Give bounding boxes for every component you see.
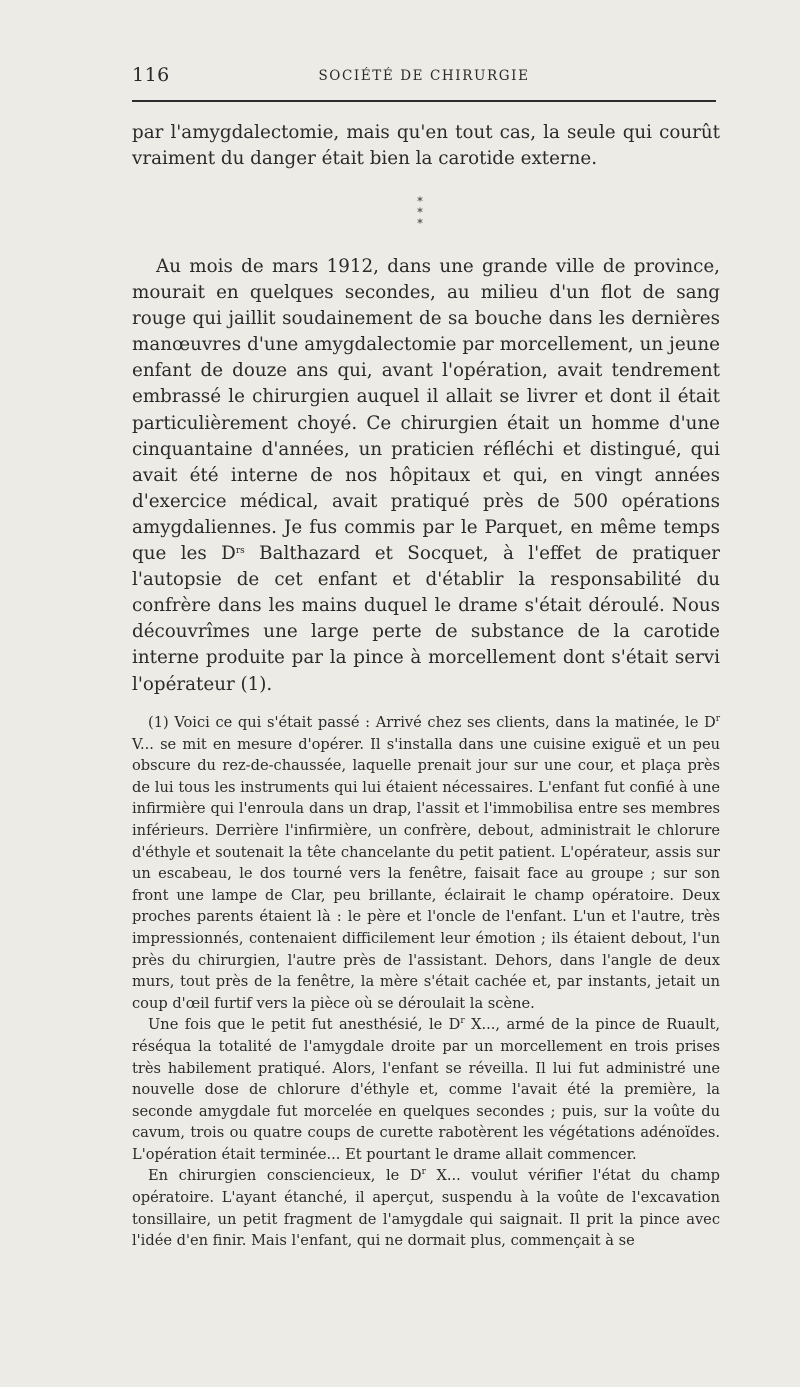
- running-head: SOCIÉTÉ DE CHIRURGIE: [318, 68, 530, 84]
- footnote-text-part: (1) Voici ce qui s'était passé : Arrivé chez ses clients, dans la matinée, le D: [148, 714, 716, 731]
- asterism-top: *: [417, 195, 423, 208]
- header-rule: [132, 100, 716, 102]
- asterism-divider: [400, 195, 440, 230]
- footnote-text-part: En chirurgien consciencieux, le D: [148, 1167, 422, 1185]
- footnote-text-part: X..., armé de la pince de Ruault, réséqua la totalité de l'amygdale droite par un morcellement en trois prises très habilement pratiqué. Alors, l'enfant se réveilla. Il lui fut administré une nouvelle dose de chlorure d'éthyle et, comme l'avait été la première, la seconde amygdale fut morcelée en quelques secondes ; puis, sur la voûte du cavum, trois ou quatre coups de curette rabotèrent les végétations adénoïdes. L'opération était terminée... Et pourtant le drame allait commencer.: [132, 1016, 720, 1163]
- paragraph-text: [132, 254, 720, 698]
- superscript: r: [715, 714, 720, 724]
- paragraph-text-part: Balthazard et Socquet, à l'effet de pratiquer l'autopsie de cet enfant et d'établir la responsabilité du confrère dans les mains duquel le drame s'était déroulé. Nous découvrîmes une large perte de substance de la carotide interne produite par la pince à morcellement dont s'était servi l'opérateur (1).: [132, 543, 720, 695]
- superscript: r: [460, 1016, 465, 1027]
- page-header: [132, 64, 716, 86]
- footnote-paragraph-1: [132, 712, 720, 1014]
- paragraph-text-part: Au mois de mars 1912, dans une grande ville de province, mourait en quelques secondes, au milieu d'un flot de sang rouge qui jaillit soudainement de sa bouche dans les dernières manœuvres d'une amygdalectomie par morcellement, un jeune enfant de douze ans qui, avant l'opération, avait tendrement embrassé le chirurgien auquel il allait se livrer et dont il était particulièrement choyé. Ce chirurgien était un homme d'une cinquantaine d'années, un praticien réfléchi et distingué, qui avait été interne de nos hôpitaux et qui, en vingt années d'exercice médical, avait pratiqué près de 500 opérations amygdaliennes. Je fus commis par le Parquet, en même temps que les D: [132, 256, 720, 565]
- footnote-text-part: X... voulut vérifier l'état du champ opératoire. L'ayant étanché, il aperçut, suspendu à la voûte de l'excavation tonsillaire, un petit fragment de l'amygdale qui saignait. Il prit la pince avec l'idée d'en finir. Mais l'enfant, qui ne dormait plus, commençait à se: [132, 1167, 721, 1250]
- main-text-paragraph-2: [132, 254, 720, 698]
- superscript: r: [421, 1167, 426, 1178]
- footnote-text-part: V... se mit en mesure d'opérer. Il s'installa dans une cuisine exiguë et un peu obscure du rez-de-chaussée, laquelle prenait jour sur une cour, et plaça près de lui tous les instruments qui lui étaient nécessaires. L'enfant fut confié à une infirmière qui l'enroula dans un drap, l'assit et l'immobilisa entre ses membres inférieurs. Derrière l'infirmière, un confrère, debout, administrait le chlorure d'éthyle et soutenait la tête chancelante du petit patient. L'opérateur, assis sur un escabeau, le dos tourné vers la fenêtre, faisait face au groupe ; sur son front une lampe de Clar, peu brillante, éclairait le champ opératoire. Deux proches parents étaient là : le père et l'oncle de l'enfant. L'un et l'autre, très impressionnés, contenaient difficilement leur émotion ; ils étaient debout, l'un près du chirurgien, l'autre près de l'assistant. Dehors, dans l'angle de deux murs, tout près de la fenêtre, la mère s'était cachée et, par instants, jetait un coup d'œil furtif vers la pièce où se déroulait la scène.: [132, 735, 720, 1012]
- footnote-block: [132, 712, 720, 1252]
- paragraph-text: par l'amygdalectomie, mais qu'en tout cas, la seule qui courût vraiment du danger était bien la carotide externe.: [132, 122, 720, 170]
- superscript: rs: [235, 546, 245, 557]
- footnote-text-part: Une fois que le petit fut anesthésié, le D: [148, 1016, 461, 1034]
- main-text-paragraph-1: [132, 120, 720, 172]
- footnote-paragraph-3: [132, 1165, 720, 1251]
- asterism-bottom: * *: [417, 206, 431, 230]
- footnote-paragraph-2: [132, 1014, 720, 1165]
- page-number: 116: [132, 64, 170, 86]
